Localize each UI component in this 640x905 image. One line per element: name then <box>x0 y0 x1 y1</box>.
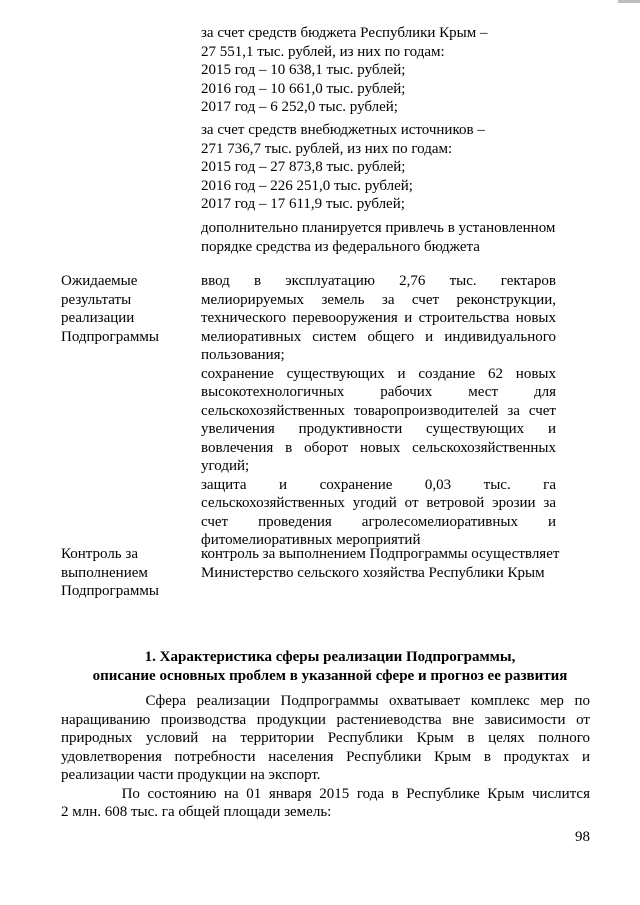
funding-line: 2015 год – 10 638,1 тыс. рублей; <box>201 62 406 78</box>
control-line: Министерство сельского хозяйства Республики Крым <box>201 564 545 581</box>
label-line: результаты <box>61 291 132 308</box>
funding-line: 2016 год – 10 661,0 тыс. рублей; <box>201 80 406 97</box>
control-line: контроль за выполнением Подпрограммы осуществляет <box>201 546 560 562</box>
body-line: реализации части продукции на экспорт. <box>61 767 321 783</box>
body-line: По состоянию на 01 января 2015 года в Республике Крым числится <box>61 785 590 802</box>
result-line: мелиорируемых земель за счет реконструкции, <box>201 291 556 308</box>
funding-line: дополнительно планируется привлечь в установленном <box>201 220 556 236</box>
result-line: мелиоративных систем общего и индивидуального <box>201 328 556 345</box>
result-line: угодий; <box>201 458 250 474</box>
expected-results-text <box>201 272 556 550</box>
result-line: ввод в эксплуатацию 2,76 тыс. гектаров <box>201 273 556 289</box>
body-line: 2 млн. 608 тыс. га общей площади земель: <box>61 804 332 820</box>
funding-line: за счет средств внебюджетных источников – <box>201 122 485 138</box>
funding-line: за счет средств бюджета Республики Крым – <box>201 25 488 41</box>
funding-budget-block <box>201 24 488 117</box>
result-line: счет проведения агролесомелиоративных и <box>201 513 556 530</box>
body-line: природных условий на территории Республики Крым в целях полного <box>61 730 590 746</box>
body-line: Сфера реализации Подпрограммы охватывает комплекс мер по <box>61 693 590 709</box>
funding-line: 2016 год – 226 251,0 тыс. рублей; <box>201 177 413 194</box>
result-line: защита и сохранение 0,03 тыс. га <box>201 476 556 493</box>
label-line: выполнением <box>61 564 148 581</box>
result-line: пользования; <box>201 347 285 363</box>
body-line: удовлетворения потребности населения Республики Крым в продуктах и <box>61 748 590 765</box>
section-body <box>61 692 590 822</box>
funding-federal-block <box>201 219 555 256</box>
scan-edge-mark <box>618 0 640 3</box>
funding-line: 271 736,7 тыс. рублей, из них по годам: <box>201 140 453 157</box>
expected-results-label <box>61 272 159 346</box>
result-line: сельскохозяйственных угодий от ветровой эрозии за <box>201 495 556 511</box>
funding-line: 2017 год – 17 611,9 тыс. рублей; <box>201 196 405 212</box>
label-line: Подпрограммы <box>61 583 159 599</box>
label-line: реализации <box>61 310 135 326</box>
funding-line: 2015 год – 27 873,8 тыс. рублей; <box>201 159 406 175</box>
funding-line: 27 551,1 тыс. рублей, из них по годам: <box>201 43 445 60</box>
funding-extrabudget-block <box>201 121 485 214</box>
label-line: Подпрограммы <box>61 328 159 345</box>
control-label <box>61 545 159 601</box>
result-line: сохранение существующих и создание 62 новых <box>201 365 556 382</box>
result-line: сельскохозяйственных товаропроизводителей за счет <box>201 402 556 419</box>
heading-line: 1. Характеристика сферы реализации Подпрограммы, <box>144 649 516 665</box>
result-line: высокотехнологичных рабочих мест для <box>201 384 556 400</box>
control-text <box>201 545 559 582</box>
result-line: технического перевооружения и строительства новых <box>201 310 556 326</box>
funding-line: 2017 год – 6 252,0 тыс. рублей; <box>201 99 398 115</box>
result-line: вовлечения в оборот новых сельскохозяйственных <box>201 439 556 456</box>
funding-line: порядке средства из федерального бюджета <box>201 238 480 255</box>
page-number: 98 <box>575 829 590 845</box>
label-line: Контроль за <box>61 546 138 562</box>
section-heading <box>0 648 640 685</box>
label-line: Ожидаемые <box>61 273 138 289</box>
result-line: фитомелиоративных мероприятий <box>201 532 421 548</box>
heading-line: описание основных проблем в указанной сфере и прогноз ее развития <box>92 667 568 684</box>
body-line: наращиванию производства продукции растениеводства вне зависимости от <box>61 711 590 728</box>
result-line: увеличения продуктивности существующих и <box>201 421 556 437</box>
